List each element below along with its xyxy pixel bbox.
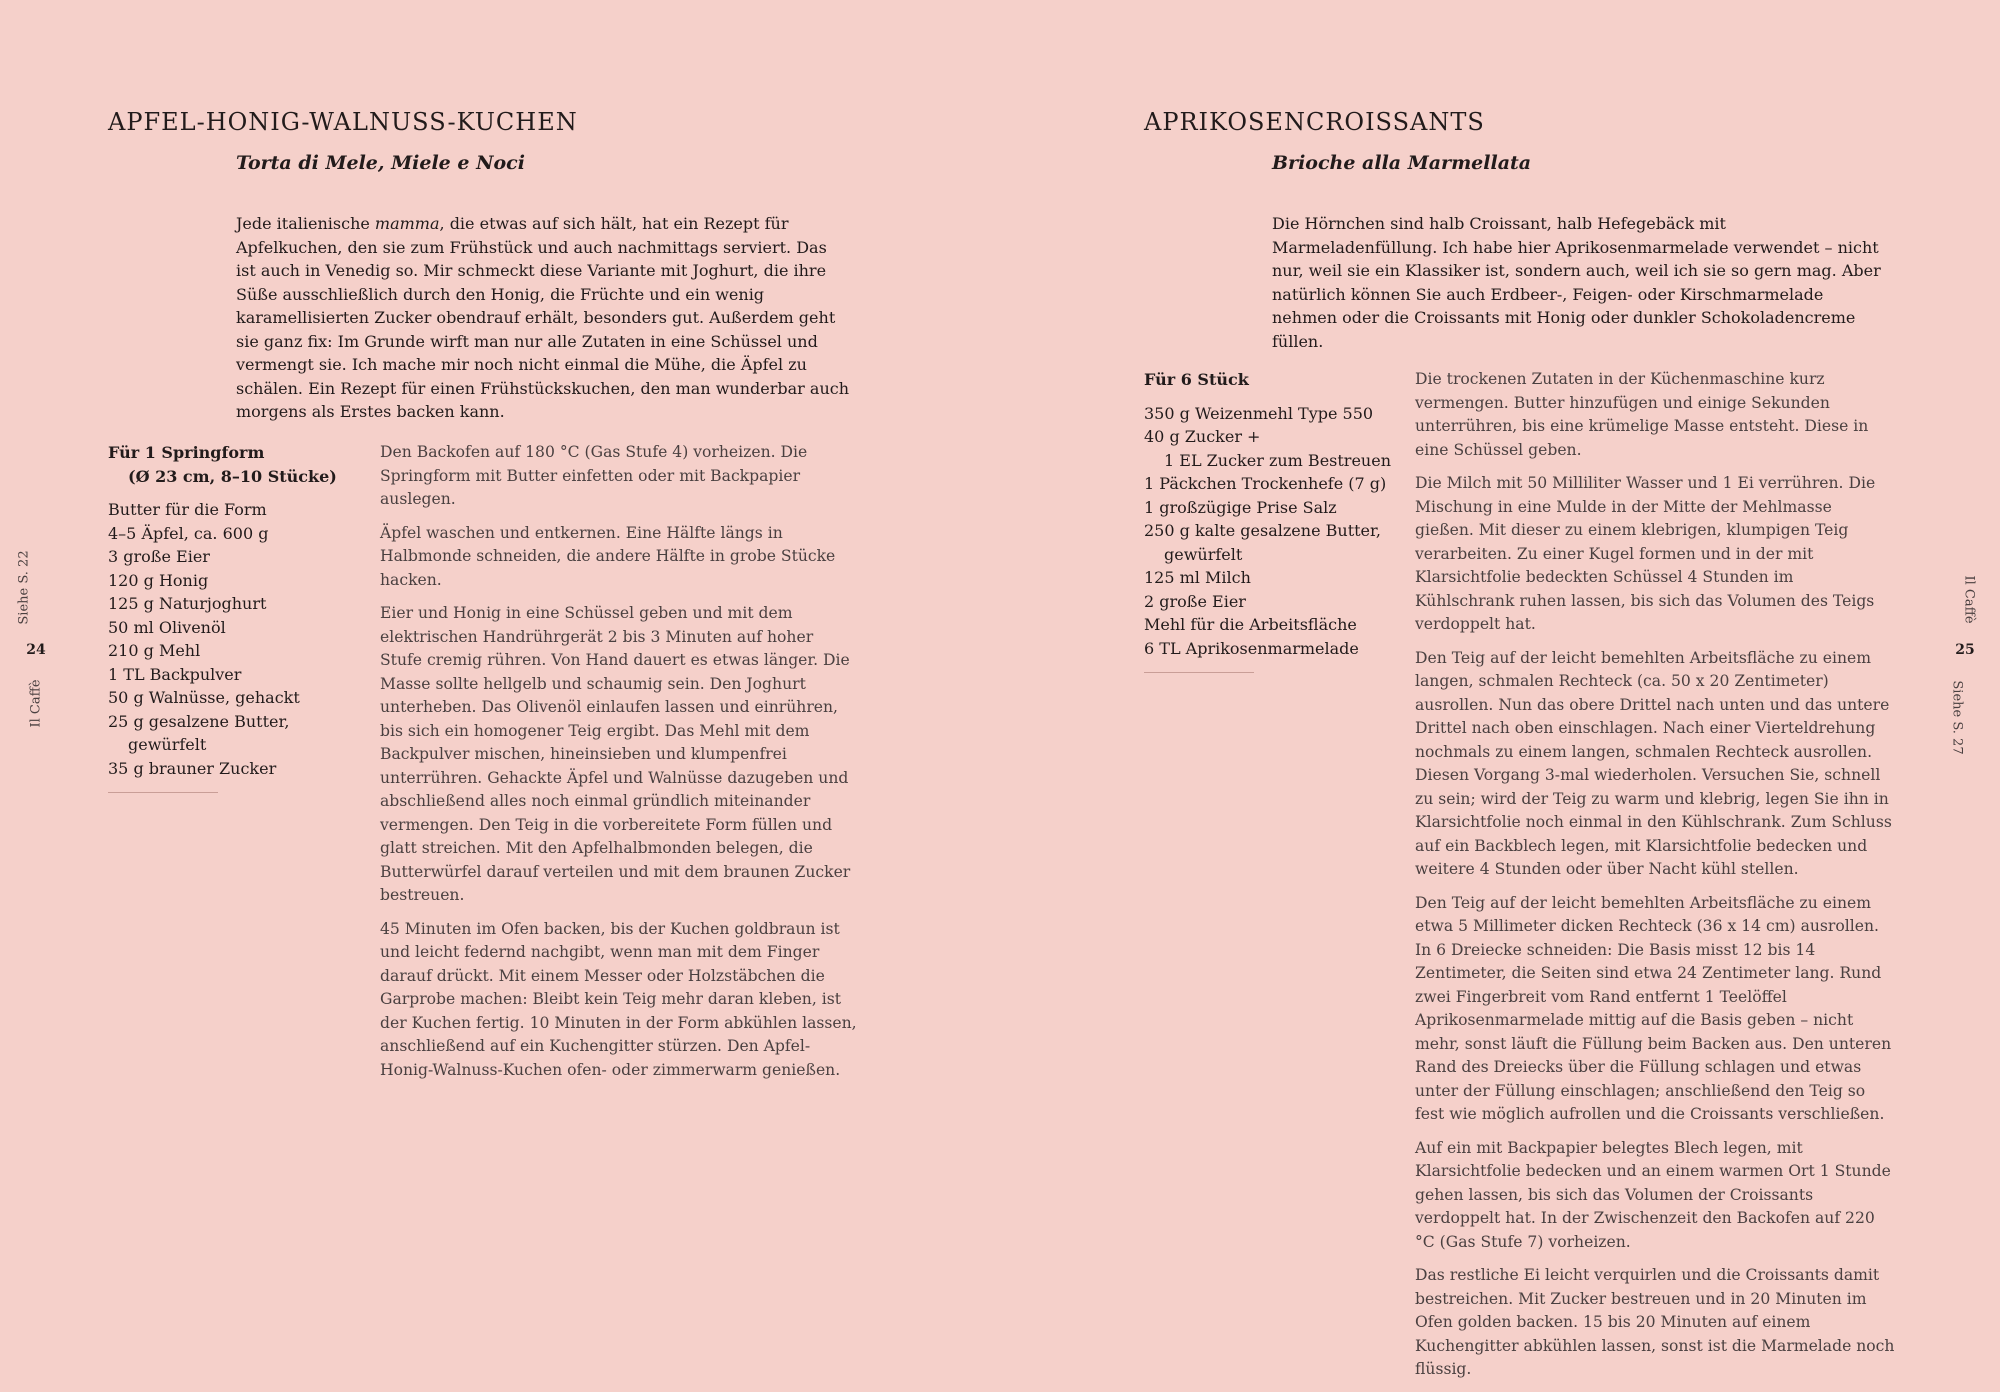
ingredient-item: gewürfelt	[128, 735, 207, 754]
ingredient-item: 125 g Naturjoghurt	[108, 594, 267, 613]
page-number: 24	[26, 642, 46, 658]
ingredient-item: 2 große Eier	[1144, 591, 1246, 611]
recipe-subtitle: Torta di Mele, Miele e Noci	[236, 152, 525, 174]
section-name: Il Caffè	[1961, 575, 1977, 624]
ingredients-block	[108, 441, 358, 793]
right-page	[1000, 0, 2000, 1378]
method-step: Die Milch mit 50 Milliliter Wasser und 1 Ei verrühren. Die Mischung in eine Mulde in der Mitte der Mehlmasse gießen. Mit dieser zu einem klebrigen, klumpigen Teig verarbeiten. Zu einer Kugel formen und in der mit Klarsichtfolie bedeckten Schüssel 4 Stunden im Kühlschrank ruhen lassen, bis sich das Volumen des Teigs verdoppelt hat.	[1415, 474, 1876, 633]
ingredient-item: 350 g Weizenmehl Type 550	[1144, 403, 1374, 423]
ingredient-item: Butter für die Form	[108, 500, 267, 519]
left-page	[0, 0, 1000, 1364]
method-step: Das restliche Ei leicht verquirlen und die Croissants damit bestreichen. Mit Zucker bestreuen und in 20 Minuten im Ofen golden backen. 15 bis 20 Minuten auf einem Kuchengitter abkühlen lassen, sonst ist die Marmelade noch flüssig.	[1415, 1266, 1895, 1378]
recipe-title: APFEL-HONIG-WALNUSS-KUCHEN	[108, 108, 578, 136]
method-step: Eier und Honig in eine Schüssel geben und mit dem elektrischen Handrührgerät 2 bis 3 Minuten auf hoher Stufe cremig rühren. Von Hand dauert es etwas länger. Die Masse sollte hellgelb und schaumig sein. Den Joghurt unterheben. Das Olivenöl einlaufen lassen und einrühren, bis sich ein homogener Teig ergibt. Das Mehl mit dem Backpulver mischen, hineinsieben und klumpenfrei unterrühren. Gehackte Äpfel und Walnüsse dazugeben und abschließend alles noch einmal gründlich miteinander vermengen. Den Teig in die vorbereitete Form füllen und glatt streichen. Mit den Apfelhalbmonden belegen, die Butterwürfel darauf verteilen und mit dem braunen Zucker bestreuen.	[380, 604, 851, 904]
method-step: Den Backofen auf 180 °C (Gas Stufe 4) vorheizen. Die Springform mit Butter einfetten oder mit Backpapier auslegen.	[380, 443, 808, 508]
recipe-intro: Die Hörnchen sind halb Croissant, halb Hefegebäck mit Marmeladenfüllung. Ich habe hier Aprikosenmarmelade verwendet – nicht nur, weil sie ein Klassiker ist, sondern auch, weil ich sie so gern mag. Aber natürlich können Sie auch Erdbeer-, Feigen- oder Kirschmarmelade nehmen oder die Croissants mit Honig oder dunkler Schokoladencreme füllen.	[1272, 214, 1881, 351]
ingredients-block	[1144, 368, 1394, 673]
ingredient-item: 40 g Zucker +	[1144, 427, 1261, 446]
ingredient-item: 50 g Walnüsse, gehackt	[108, 688, 300, 707]
recipe-title: APRIKOSENCROISSANTS	[1144, 108, 1485, 136]
method-step: 45 Minuten im Ofen backen, bis der Kuchen goldbraun ist und leicht federnd nachgibt, wenn man mit dem Finger darauf drückt. Mit einem Messer oder Holzstäbchen die Garprobe machen: Bleibt kein Teig mehr daran kleben, ist der Kuchen fertig. 10 Minuten in der Form abkühlen lassen, anschließend auf ein Kuchengitter stürzen. Den Apfel-Honig-Walnuss-Kuchen ofen- oder zimmerwarm genießen.	[380, 919, 857, 1079]
ingredient-item: 6 TL Aprikosenmarmelade	[1144, 638, 1359, 658]
page-number: 25	[1955, 642, 1975, 658]
cross-reference: Siehe S. 27	[1949, 680, 1965, 755]
ingredient-item: 35 g brauner Zucker	[108, 758, 277, 778]
ingredient-item: 1 Päckchen Trockenhefe (7 g)	[1144, 474, 1387, 493]
ingredient-item: 1 EL Zucker zum Bestreuen	[1164, 450, 1391, 470]
cross-reference: Siehe S. 22	[16, 550, 32, 625]
ingredient-item: 125 ml Milch	[1144, 568, 1251, 587]
recipe-subtitle: Brioche alla Marmellata	[1272, 152, 1532, 174]
ingredient-item: 50 ml Olivenöl	[108, 617, 226, 637]
ingredient-item: 3 große Eier	[108, 547, 210, 566]
method-step: Auf ein mit Backpapier belegtes Blech legen, mit Klarsichtfolie bedecken und an einem warmen Ort 1 Stunde gehen lassen, bis sich das Volumen der Croissants verdoppelt hat. In der Zwischenzeit den Backofen auf 220 °C (Gas Stufe 7) vorheizen.	[1415, 1138, 1891, 1251]
ingredient-item: 4–5 Äpfel, ca. 600 g	[108, 523, 269, 543]
yield: Für 6 Stück	[1144, 370, 1249, 389]
ingredient-item: 250 g kalte gesalzene Butter,	[1144, 521, 1381, 540]
method-steps	[380, 441, 860, 1092]
method-step: Den Teig auf der leicht bemehlten Arbeitsfläche zu einem etwa 5 Millimeter dicken Rechteck (36 x 14 cm) ausrollen. In 6 Dreiecke schneiden: Die Basis misst 12 bis 14 Zentimeter, die Seiten sind etwa 24 Zentimeter lang. Rund zwei Fingerbreit vom Rand entfernt 1 Teelöffel Aprikosenmarmelade mittig auf die Basis geben – nicht mehr, sonst läuft die Füllung beim Backen aus. Den unteren Rand des Dreiecks über die Füllung schlagen und etwas unter der Füllung einschlagen; anschließend den Teig so fest wie möglich aufrollen und die Croissants verschließen.	[1415, 893, 1892, 1123]
divider	[1144, 672, 1254, 673]
ingredient-list	[108, 498, 358, 780]
ingredient-item: 1 TL Backpulver	[108, 664, 242, 684]
ingredient-list	[1144, 402, 1394, 661]
method-step: Die trockenen Zutaten in der Küchenmaschine kurz vermengen. Butter hinzufügen und einige Sekunden unterrühren, bis eine krümelige Masse entsteht. Diese in eine Schüssel geben.	[1415, 370, 1869, 459]
section-name: Il Caffè	[28, 679, 44, 728]
yield: Für 1 Springform (Ø 23 cm, 8–10 Stücke)	[108, 443, 337, 486]
method-step: Den Teig auf der leicht bemehlten Arbeitsfläche zu einem langen, schmalen Rechteck (ca. 50 x 20 Zentimeter) ausrollen. Nun das obere Drittel nach unten und das untere Drittel nach oben einschlagen. Nach einer Vierteldrehung nochmals zu einem langen, schmalen Rechteck ausrollen. Diesen Vorgang 3-mal wiederholen. Versuchen Sie, schnell zu sein; wird der Teig zu warm und klebrig, legen Sie ihn in Klarsichtfolie noch einmal in den Kühlschrank. Zum Schluss auf ein Backblech legen, mit Klarsichtfolie bedecken und weitere 4 Stunden oder über Nacht kühl stellen.	[1415, 648, 1892, 878]
method-step: Äpfel waschen und entkernen. Eine Hälfte längs in Halbmonde schneiden, die andere Hälfte in grobe Stücke hacken.	[380, 523, 836, 589]
ingredient-item: 120 g Honig	[108, 570, 209, 590]
ingredient-item: 25 g gesalzene Butter,	[108, 711, 290, 731]
recipe-intro: Jede italienische mamma, die etwas auf sich hält, hat ein Rezept für Apfelkuchen, den sie zum Frühstück und auch nachmittags serviert. Das ist auch in Venedig so. Mir schmeckt diese Variante mit Joghurt, die ihre Süße ausschließlich durch den Honig, die Früchte und ein wenig karamellisierten Zucker obendrauf erhält, besonders gut. Außerdem geht sie ganz fix: Im Grunde wirft man nur alle Zutaten in eine Schüssel und vermengt sie. Ich mache mir noch nicht einmal die Mühe, die Äpfel zu schälen. Ein Rezept für einen Frühstückskuchen, den man wunderbar auch morgens als Erstes backen kann.	[236, 214, 850, 421]
ingredient-item: 1 großzügige Prise Salz	[1144, 497, 1337, 517]
ingredient-item: 210 g Mehl	[108, 641, 201, 660]
method-steps	[1415, 368, 1895, 1392]
divider	[108, 792, 218, 793]
ingredient-item: gewürfelt	[1164, 544, 1243, 564]
ingredient-item: Mehl für die Arbeitsfläche	[1144, 615, 1357, 634]
